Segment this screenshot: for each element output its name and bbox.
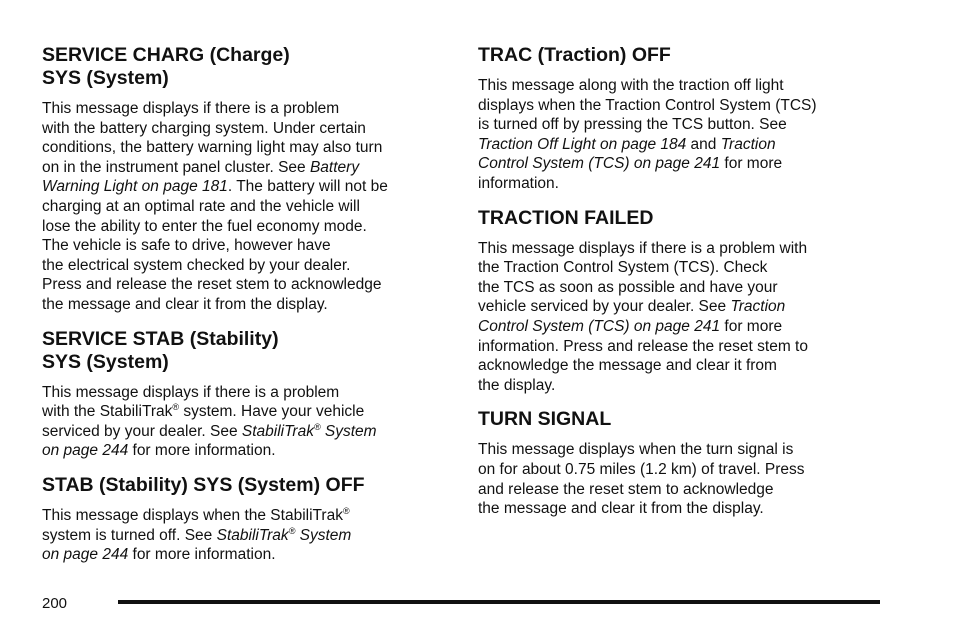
- text-line: [478, 135, 878, 155]
- text-line: is turned off by pressing the TCS button. See: [478, 116, 787, 134]
- cross-reference: Traction Off Light on page 184: [478, 135, 687, 153]
- text-line: The vehicle is safe to drive, however have: [42, 237, 331, 255]
- text-run: serviced by your dealer. See: [42, 422, 242, 440]
- text-line: [42, 441, 452, 461]
- body-paragraph: [478, 440, 878, 518]
- text-run: for more: [720, 155, 783, 173]
- text-line: the message and clear it from the display.: [42, 295, 328, 313]
- heading-line: SYS (System): [42, 67, 169, 89]
- text-line: the display.: [478, 376, 556, 394]
- section-trac-off: [478, 44, 878, 194]
- text-run: with the StabiliTrak: [42, 403, 173, 421]
- text-line: This message displays if there is a problem: [42, 383, 340, 401]
- page-number: 200: [42, 595, 68, 612]
- text-line: charging at an optimal rate and the vehicle will: [42, 197, 360, 215]
- text-line: the TCS as soon as possible and have your: [478, 278, 778, 296]
- text-line: acknowledge the message and clear it from: [478, 357, 777, 375]
- text-line: This message displays when the turn signal is: [478, 441, 794, 459]
- cross-reference: Warning Light on page 181: [42, 178, 228, 196]
- heading-stab-sys-off: STAB (Stability) SYS (System) OFF: [42, 473, 365, 496]
- registered-mark: ®: [288, 525, 296, 536]
- text-line: This message displays if there is a problem with: [478, 239, 808, 257]
- heading-line: SYS (System): [42, 350, 169, 373]
- text-line: lose the ability to enter the fuel economy mode.: [42, 217, 367, 235]
- section-service-charg-sys: [42, 44, 452, 315]
- text-line: the message and clear it from the display.: [478, 500, 764, 518]
- body-paragraph: [478, 239, 878, 396]
- body-paragraph: [42, 99, 452, 315]
- text-run: and: [686, 135, 721, 153]
- text-line: This message displays if there is a problem: [42, 100, 340, 117]
- cross-reference: Battery: [309, 158, 360, 176]
- text-line: the electrical system checked by your dealer.: [42, 256, 351, 274]
- text-line: [42, 402, 452, 422]
- cross-reference: [242, 423, 377, 440]
- section-stab-sys-off: [42, 474, 452, 565]
- cross-reference: on page 244: [42, 442, 129, 460]
- registered-mark: ®: [172, 402, 180, 413]
- text-run: on in the instrument panel cluster. See: [42, 158, 310, 176]
- text-run: for more information.: [128, 442, 276, 460]
- body-paragraph: [42, 506, 452, 565]
- text-line: on for about 0.75 miles (1.2 km) of travel. Press: [478, 460, 805, 478]
- cross-reference: Traction: [720, 135, 776, 153]
- body-paragraph: [42, 383, 452, 461]
- text-line: information. Press and release the reset stem to: [478, 337, 808, 355]
- text-run: vehicle serviced by your dealer. See: [478, 298, 731, 316]
- heading-trac-off: TRAC (Traction) OFF: [478, 44, 671, 66]
- text-line: [42, 526, 452, 546]
- text-line: [478, 317, 878, 337]
- cross-reference: Traction: [730, 298, 786, 316]
- text-run: for more: [720, 317, 783, 335]
- text-line: [42, 177, 452, 197]
- text-line: [42, 422, 452, 442]
- body-paragraph: [478, 76, 878, 194]
- text-run: System: [320, 422, 377, 440]
- text-run: . The battery will not be: [227, 178, 388, 196]
- registered-mark: ®: [342, 505, 350, 516]
- text-run: This message displays when the StabiliTrak: [42, 506, 343, 524]
- section-traction-failed: [478, 207, 878, 396]
- text-line: [42, 158, 452, 178]
- heading-traction-failed: TRACTION FAILED: [478, 206, 654, 229]
- section-service-stab-sys: [42, 328, 452, 461]
- text-line: [478, 297, 878, 317]
- heading-service-stab: [42, 328, 452, 374]
- registered-mark: ®: [313, 421, 321, 432]
- text-line: with the battery charging system. Under certain: [42, 119, 366, 137]
- text-line: displays when the Traction Control System (TCS): [478, 96, 817, 114]
- text-line: [42, 545, 452, 565]
- text-line: conditions, the battery warning light may also turn: [42, 139, 383, 157]
- text-line: the Traction Control System (TCS). Check: [478, 259, 768, 277]
- cross-reference: Control System (TCS) on page 241: [478, 317, 721, 335]
- text-line: Press and release the reset stem to acknowledge: [42, 276, 382, 294]
- text-run: system is turned off. See: [42, 526, 217, 544]
- cross-reference: [217, 527, 352, 544]
- heading-line: SERVICE STAB (Stability): [42, 327, 279, 350]
- heading-turn-signal: TURN SIGNAL: [478, 408, 612, 431]
- footer-rule: [118, 600, 880, 604]
- text-run: StabiliTrak: [241, 422, 314, 440]
- text-line: and release the reset stem to acknowledge: [478, 480, 774, 498]
- text-run: system. Have your vehicle: [179, 403, 365, 421]
- heading-line: SERVICE CHARG (Charge): [42, 44, 290, 66]
- section-turn-signal: [478, 408, 878, 518]
- text-run: System: [295, 526, 352, 544]
- text-line: [478, 154, 878, 174]
- cross-reference: on page 244: [42, 546, 129, 564]
- text-line: [42, 506, 452, 526]
- text-line: information.: [478, 174, 559, 192]
- left-column: [42, 44, 452, 578]
- text-line: This message along with the traction off light: [478, 77, 784, 94]
- cross-reference: Control System (TCS) on page 241: [478, 155, 721, 173]
- text-run: StabiliTrak: [216, 526, 289, 544]
- heading-service-charg: [42, 44, 452, 90]
- right-column: [478, 44, 878, 532]
- text-run: for more information.: [128, 546, 276, 564]
